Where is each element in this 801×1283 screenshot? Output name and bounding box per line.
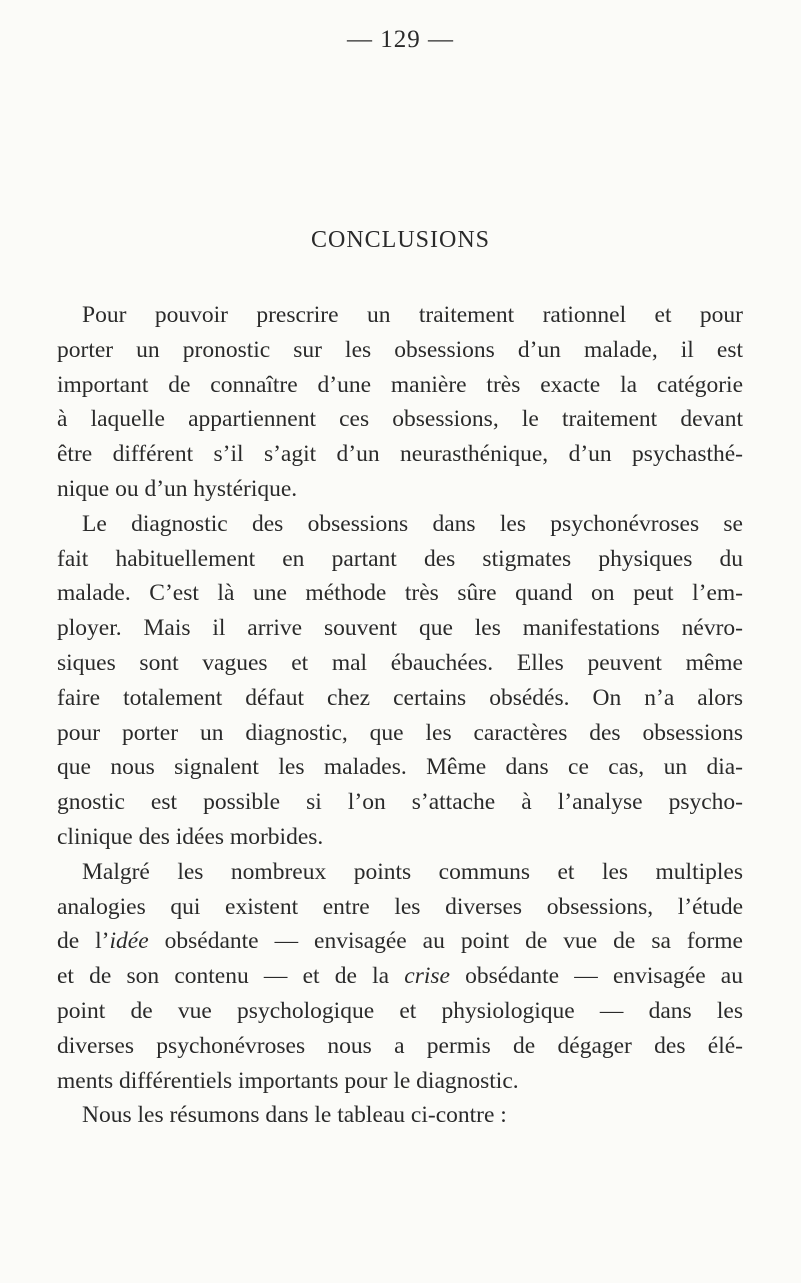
text-line: Nous les résumons dans le tableau ci-contre : xyxy=(82,1102,507,1129)
text-line: gnostic est possible si l’on s’attache à l’analyse psycho- xyxy=(57,789,743,816)
text-line: point de vue psychologique et physiologique — dans les xyxy=(57,997,743,1024)
text-line: important de connaître d’une manière très exacte la catégorie xyxy=(57,371,743,398)
text-line: ments différentiels importants pour le diagnostic. xyxy=(57,1067,519,1094)
text-line: clinique des idées morbides. xyxy=(57,823,324,850)
text-line: faire totalement défaut chez certains obsédés. On n’a alors xyxy=(57,684,743,711)
text-line: être différent s’il s’agit d’un neurasthénique, d’un psychasthé- xyxy=(57,441,743,468)
text-line: que nous signalent les malades. Même dans ce cas, un dia- xyxy=(57,754,743,781)
text-line: Le diagnostic des obsessions dans les psychonévroses se xyxy=(82,510,743,537)
body-text xyxy=(57,298,743,1133)
text-line: Pour pouvoir prescrire un traitement rationnel et pour xyxy=(82,302,743,328)
text-line: ployer. Mais il arrive souvent que les manifestations névro- xyxy=(57,615,743,642)
text-line: nique ou d’un hystérique. xyxy=(57,475,298,502)
italic-term: idée xyxy=(109,928,149,955)
page-number: — 129 — xyxy=(347,26,454,53)
section-title: CONCLUSIONS xyxy=(310,227,491,253)
text-line: Malgré les nombreux points communs et les multiples xyxy=(82,858,743,885)
text-line xyxy=(57,959,743,994)
text-run: et de son contenu — et de la xyxy=(57,963,405,990)
text-line: analogies qui existent entre les diverses obsessions, l’étude xyxy=(57,893,743,920)
text-run: de l’ xyxy=(57,928,110,955)
text-run: obsédante — envisagée au point de vue de sa forme xyxy=(148,928,743,955)
text-line: malade. C’est là une méthode très sûre quand on peut l’em- xyxy=(57,580,743,607)
text-line: à laquelle appartiennent ces obsessions, le traitement devant xyxy=(57,406,743,433)
text-line: fait habituellement en partant des stigmates physiques du xyxy=(57,545,743,572)
text-line xyxy=(57,924,743,959)
text-line: siques sont vagues et mal ébauchées. Elles peuvent même xyxy=(57,649,743,676)
italic-term: crise xyxy=(404,963,450,990)
text-line: porter un pronostic sur les obsessions d’un malade, il est xyxy=(57,336,743,363)
text-line: diverses psychonévroses nous a permis de dégager des élé- xyxy=(57,1032,743,1059)
text-line: pour porter un diagnostic, que les caractères des obsessions xyxy=(57,719,743,746)
text-run: obsédante — envisagée au xyxy=(449,963,743,990)
